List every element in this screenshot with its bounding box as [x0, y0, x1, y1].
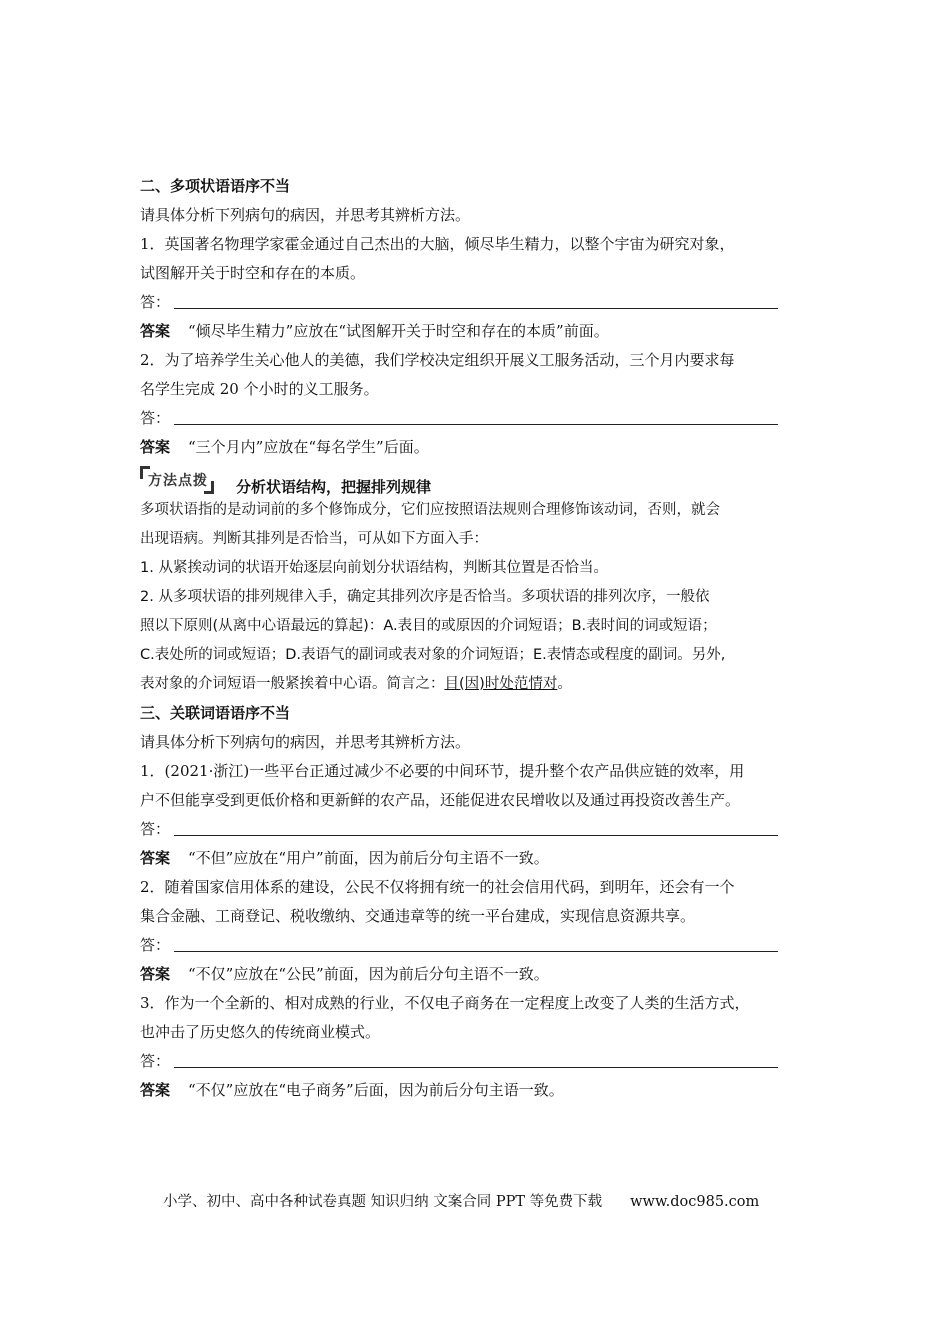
- answer-text: “三个月内”应放在“每名学生”后面。: [188, 438, 429, 456]
- answer-label: 答案: [140, 849, 171, 867]
- mnemonic: 目(因)时处范情对: [444, 676, 558, 692]
- answer-prompt: 答：: [140, 1052, 171, 1070]
- question-line: 名学生完成 20 个小时的义工服务。: [140, 380, 379, 398]
- question-line: 2．随着国家信用体系的建设，公民不仅将拥有统一的社会信用代码，到明年，还会有一个: [140, 878, 735, 896]
- method-tip-badge: 方法点拨: [140, 469, 214, 491]
- answer-label: 答案: [140, 438, 171, 456]
- document-body: [140, 172, 820, 1105]
- answer-row: [140, 844, 820, 873]
- answer-text: “倾尽毕生精力”应放在“试图解开关于时空和存在的本质”前面。: [188, 322, 609, 340]
- question-line: 1．(2021·浙江)一些平台正通过减少不必要的中间环节，提升整个农产品供应链的效率，用: [140, 762, 745, 780]
- answer-blank-row: [140, 404, 820, 433]
- answer-prompt: 答：: [140, 409, 171, 427]
- answer-row: [140, 433, 820, 462]
- answer-blank[interactable]: [174, 819, 778, 836]
- method-item: C.表处所的词或短语；D.表语气的副词或表对象的介词短语；E.表情态或程度的副词。另外,: [140, 647, 726, 663]
- answer-label: 答案: [140, 322, 171, 340]
- method-item: 照以下原则(从离中心语最远的算起)：A.表目的或原因的介词短语；B.表时间的词或短语；: [140, 618, 717, 634]
- answer-blank-row: [140, 1047, 820, 1076]
- answer-text: “不仅”应放在“电子商务”后面，因为前后分句主语一致。: [188, 1081, 564, 1099]
- question-line: 户不但能享受到更低价格和更新鲜的农产品，还能促进农民增收以及通过再投资改善生产。: [140, 791, 741, 809]
- method-tip-title: 分析状语结构，把握排列规律: [236, 478, 432, 496]
- answer-blank-row: [140, 931, 820, 960]
- answer-blank[interactable]: [174, 935, 778, 952]
- question-line: 1．英国著名物理学家霍金通过自己杰出的大脑，倾尽毕生精力，以整个宇宙为研究对象，: [140, 235, 735, 253]
- answer-row: [140, 317, 820, 346]
- method-text: 表对象的介词短语一般紧挨着中心语。简言之：: [140, 676, 445, 692]
- question-line: 集合金融、工商登记、税收缴纳、交通违章等的统一平台建成，实现信息资源共享。: [140, 907, 696, 925]
- method-paragraph: 出现语病。判断其排列是否恰当，可从如下方面入手：: [140, 531, 488, 547]
- section-heading: 二、多项状语语序不当: [140, 177, 291, 195]
- answer-blank[interactable]: [174, 408, 778, 425]
- answer-blank-row: [140, 288, 820, 317]
- page-footer: [163, 1190, 759, 1211]
- section-intro: 请具体分析下列病句的病因，并思考其辨析方法。: [140, 733, 471, 751]
- answer-row: [140, 960, 820, 989]
- answer-prompt: 答：: [140, 820, 171, 838]
- answer-blank[interactable]: [174, 292, 778, 309]
- answer-label: 答案: [140, 965, 171, 983]
- method-item: 2. 从多项状语的排列规律入手，确定其排列次序是否恰当。多项状语的排列次序，一般依: [140, 589, 710, 605]
- method-paragraph: 多项状语指的是动词前的多个修饰成分，它们应按照语法规则合理修饰该动词，否则，就会: [140, 502, 720, 518]
- method-item: 1. 从紧挨动词的状语开始逐层向前划分状语结构，判断其位置是否恰当。: [140, 560, 608, 576]
- footer-url[interactable]: www.doc985.com: [630, 1194, 760, 1210]
- question-line: 也冲击了历史悠久的传统商业模式。: [140, 1023, 381, 1041]
- answer-row: [140, 1076, 820, 1105]
- answer-prompt: 答：: [140, 936, 171, 954]
- section-intro: 请具体分析下列病句的病因，并思考其辨析方法。: [140, 206, 471, 224]
- answer-text: “不但”应放在“用户”前面，因为前后分句主语不一致。: [188, 849, 549, 867]
- method-item: [140, 670, 820, 699]
- question-line: 3．作为一个全新的、相对成熟的行业，不仅电子商务在一定程度上改变了人类的生活方式，: [140, 994, 750, 1012]
- answer-blank-row: [140, 815, 820, 844]
- method-tip-header: [140, 464, 820, 495]
- question-line: 2．为了培养学生关心他人的美德，我们学校决定组织开展义工服务活动，三个月内要求每: [140, 351, 735, 369]
- answer-text: “不仅”应放在“公民”前面，因为前后分句主语不一致。: [188, 965, 549, 983]
- answer-prompt: 答：: [140, 293, 171, 311]
- question-line: 试图解开关于时空和存在的本质。: [140, 264, 366, 282]
- answer-label: 答案: [140, 1081, 171, 1099]
- answer-blank[interactable]: [174, 1051, 778, 1068]
- method-text: 。: [557, 676, 572, 692]
- section-heading: 三、关联词语语序不当: [140, 704, 291, 722]
- footer-text: 小学、初中、高中各种试卷真题 知识归纳 文案合同 PPT 等免费下载: [163, 1194, 603, 1210]
